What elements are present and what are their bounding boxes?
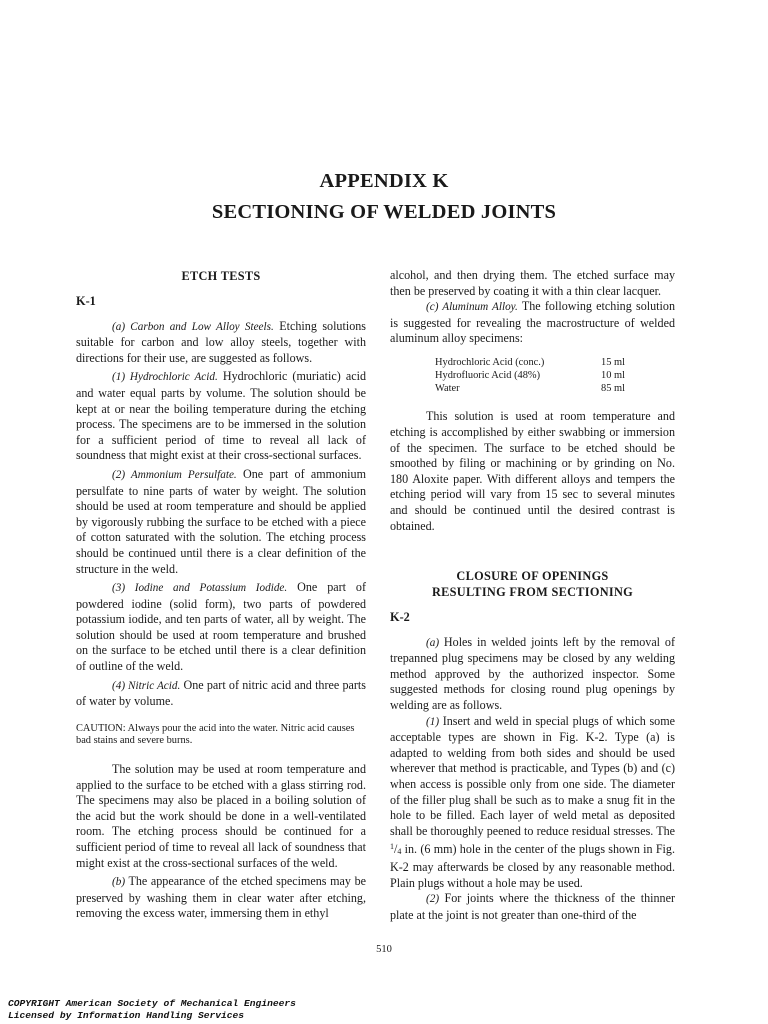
- paragraph-a-carbon-steels: (a) Carbon and Low Alloy Steels. Etching solutions suitable for carbon and low alloy steels, together with directions for their use, are suggested as follows.: [76, 318, 367, 365]
- section-heading-etch-tests: ETCH TESTS: [181, 269, 261, 283]
- caution-note: CAUTION: Always pour the acid into the water. Nitric acid causes bad stains and severe burns.: [76, 722, 355, 747]
- page-number: 510: [376, 944, 392, 955]
- subhead-label: (3) Iodine and Potassium Iodide.: [112, 582, 288, 595]
- subhead-label: (c) Aluminum Alloy.: [426, 301, 518, 314]
- appendix-subtitle: SECTIONING OF WELDED JOINTS: [211, 201, 557, 223]
- appendix-title: APPENDIX K: [319, 170, 449, 192]
- etching-solution-table: [435, 357, 625, 395]
- paragraph-nitric-acid: (4) Nitric Acid. One part of nitric acid and three parts of water by volume.: [76, 677, 366, 709]
- section-heading-closure-line1: CLOSURE OF OPENINGS: [456, 569, 609, 584]
- paragraph-k2-1-plugs: (1) Insert and weld in special plugs of which some acceptable types are shown in Fig. K-2. Type (a) is adapted to welding from both sides and should be used wherever that method is practicable, and Types (b) and (c) when access is possible only from one side. The diameter of the filler plug shall be such as to make a snug fit in the hole to be filled. Each layer of weld metal as deposited shall be thoroughly peened to reduce residual stresses. The $^1/_4$ in. (6 mm) hole in the center of the plugs shown in Fig. K-2 may afterwards be closed by any reasonable method. Plain plugs without a hole may be used.: [390, 713, 675, 890]
- solution-quantity: 10 ml: [601, 369, 625, 381]
- subhead-label: (1): [426, 715, 440, 728]
- paragraph-solution-usage: This solution is used at room temperature and etching is accomplished by either swabbing or immersion of the specimen. The surface to be etched should be smoothed by filing or machining or by grinding on No. 180 Aloxite paper. With different alloys and tempers the etching period will vary from 15 sec to several minutes and should be continued until the desired contrast is obtained.: [390, 409, 675, 533]
- subhead-label: (2) Ammonium Persulfate.: [112, 468, 237, 481]
- paragraph-k2-2-thin-joints: (2) For joints where the thickness of the thinner plate at the joint is not greater than one-third of the: [390, 891, 675, 922]
- license-line: Licensed by Information Handling Services: [8, 1010, 245, 1021]
- solution-quantity: 85 ml: [601, 382, 625, 394]
- paragraph-b-preservation: (b) The appearance of the etched specimens may be preserved by washing them in clear water after etching, removing the excess water, immersing them in ethyl: [76, 874, 366, 921]
- table-row: [435, 357, 625, 370]
- fraction-quarter: $^1/_4$: [390, 842, 402, 857]
- subhead-label: (4) Nitric Acid.: [112, 679, 181, 692]
- paragraph-hydrochloric-acid: (1) Hydrochloric Acid. Hydrochloric (muriatic) acid and water equal parts by volume. The solution should be kept at or near the boiling temperature during the etching process. The specimens are to be immersed in the solution for a sufficient period of time to reveal all lack of soundness that might exist at their cross-sectional surfaces.: [76, 369, 367, 463]
- paragraph-number-k2: K-2: [390, 610, 410, 625]
- subhead-label: (a) Carbon and Low Alloy Steels.: [112, 320, 274, 333]
- paragraph-ammonium-persulfate: (2) Ammonium Persulfate. One part of ammonium persulfate to nine parts of water by weight. The solution should be used at room temperature and should be applied by vigorously rubbing the surface to be etched with a piece of cotton saturated with the solution. The etching process should be continued until there is a clear definition of the structure in the weld.: [76, 466, 366, 576]
- solution-ingredient: Hydrofluoric Acid (48%): [435, 369, 541, 381]
- right-column: [390, 268, 675, 923]
- subhead-label: (2): [426, 893, 440, 906]
- paragraph-number-k1: K-1: [76, 294, 96, 308]
- copyright-line: COPYRIGHT American Society of Mechanical Engineers: [8, 998, 296, 1009]
- subhead-label: (a): [426, 636, 440, 649]
- paragraph-iodine: (3) Iodine and Potassium Iodide. One part of powdered iodine (solid form), two parts of powdered potassium iodide, and ten parts of water, all by weight. The solution should be used at room temperature and brushed on the surface to be etched until there is a clear definition of outline of the weld.: [76, 580, 366, 674]
- solution-ingredient: Water: [435, 382, 460, 394]
- solution-ingredient: Hydrochloric Acid (conc.): [435, 356, 545, 368]
- paragraph-nitric-usage: The solution may be used at room temperature and applied to the surface to be etched with a glass stirring rod. The specimens may also be placed in a boiling solution of the acid but the work should be done in a well-ventilated room. The etching process should be continued for a sufficient period of time to reveal all lack of soundness that might exist at the cross-sectional surfaces of the weld.: [76, 762, 366, 870]
- table-row: [435, 370, 625, 383]
- paragraph-c-aluminum-alloy: (c) Aluminum Alloy. The following etching solution is suggested for revealing the macrostructure of welded aluminum alloy specimens:: [390, 299, 675, 346]
- table-row: [435, 383, 625, 396]
- paragraph-k2-a: (a) Holes in welded joints left by the removal of trepanned plug specimens may be closed by any welding method approved by the authorized inspector. Some suggested methods for closing round plug openings by welding are as follows.: [390, 634, 675, 713]
- section-spacer: [390, 534, 675, 568]
- left-column: [76, 268, 366, 922]
- subhead-label: (b): [112, 876, 126, 889]
- paragraph-continuation: alcohol, and then drying them. The etched surface may then be preserved by coating it with a thin clear lacquer.: [390, 268, 675, 298]
- copyright-notice: [8, 998, 296, 1022]
- subhead-label: (1) Hydrochloric Acid.: [112, 371, 218, 384]
- section-heading-closure-line2: RESULTING FROM SECTIONING: [431, 585, 634, 600]
- solution-quantity: 15 ml: [601, 356, 625, 368]
